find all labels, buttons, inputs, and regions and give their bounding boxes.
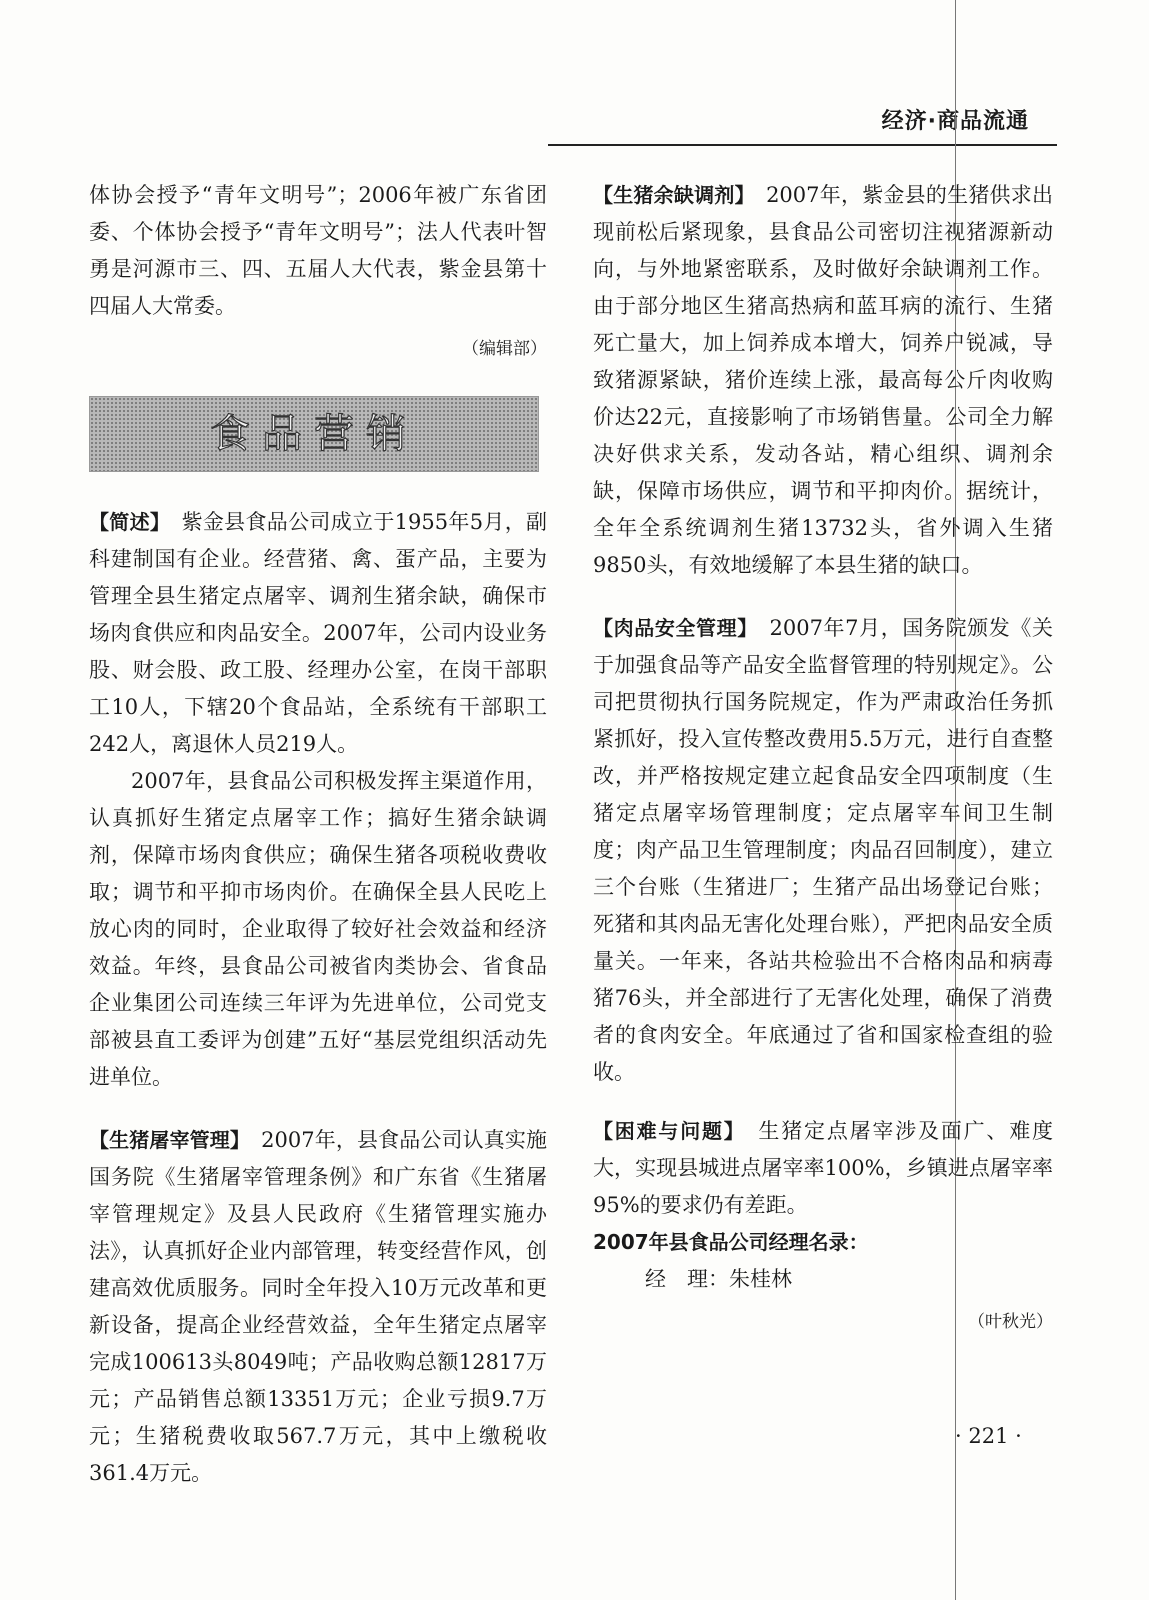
right-column: [593, 177, 1053, 1341]
section-banner: [89, 396, 539, 472]
overview-paragraph-2: 2007年，县食品公司积极发挥主渠道作用，认真抓好生猪定点屠宰工作；搞好生猪余缺调剂，保障市场肉食供应；确保生猪各项税收费收取；调节和平抑市场肉价。在确保全县人民吃上放心肉的同时，企业取得了较好社会效益和经济效益。年终，县食品公司被省肉类协会、省食品企业集团公司连续三年评为先进单位，公司党支部被县直工委评为创建”五好“基层党组织活动先进单位。: [89, 769, 547, 1089]
roster-title: 2007年县食品公司经理名录：: [593, 1230, 869, 1254]
problems-paragraph: [593, 1113, 1053, 1224]
safety-text: 2007年7月，国务院颁发《关于加强食品等产品安全监督管理的特别规定》。公司把贯彻执行国务院规定，作为严肃政治任务抓紧抓好，投入宣传整改费用5.5万元，进行自查整改，并严格按规定建立起食品安全四项制度（生猪定点屠宰场管理制度；定点屠宰车间卫生制度；肉产品卫生管理制度；肉品召回制度），建立三个台账（生猪进厂；生猪产品出场登记台账；死猪和其肉品无害化处理台账），严把肉品安全质量关。一年来，各站共检验出不合格肉品和病毒猪76头，并全部进行了无害化处理，确保了消费者的食肉安全。年底通过了省和国家检查组的验收。: [593, 616, 1053, 1084]
supply-text: 2007年，紫金县的生猪供求出现前松后紧现象，县食品公司密切注视猪源新动向，与外地紧密联系，及时做好余缺调剂工作。由于部分地区生猪高热病和蓝耳病的流行、生猪死亡量大，加上饲养成本增大，饲养户锐减，导致猪源紧缺，猪价连续上涨，最高每公斤肉收购价达22元，直接影响了市场销售量。公司全力解决好供求关系，发动各站，精心组织、调剂余缺，保障市场供应，调节和平抑肉价。据统计，全年全系统调剂生猪13732头，省外调入生猪9850头，有效地缓解了本县生猪的缺口。: [593, 183, 1054, 577]
section-banner-title: 食品营销: [210, 410, 418, 457]
slaughter-label: 【生猪屠宰管理】: [89, 1128, 241, 1152]
safety-label: 【肉品安全管理】: [593, 616, 748, 640]
problems-label: 【困难与问题】: [593, 1119, 736, 1143]
problems-text: 生猪定点屠宰涉及面广、难度大，实现县城进点屠宰率100%，乡镇进点屠宰率95%的要求仍有差距。: [593, 1119, 1054, 1217]
overview-paragraph: [89, 504, 547, 763]
supply-paragraph: [593, 177, 1053, 584]
editor-signature: （编辑部）: [462, 339, 547, 359]
safety-paragraph: [593, 610, 1053, 1091]
slaughter-text: 2007年，县食品公司认真实施国务院《生猪屠宰管理条例》和广东省《生猪屠宰管理规定》及县人民政府《生猪管理实施办法》，认真抓好企业内部管理，转变经营作风，创建高效优质服务。同时全年投入10万元改革和更新设备，提高企业经营效益，全年生猪定点屠宰完成100613头8049吨；产品收购总额12817万元；产品销售总额13351万元；企业亏损9.7万元；生猪税费收取567.7万元，其中上缴税收361.4万元。: [89, 1128, 548, 1485]
left-column: [89, 177, 547, 1492]
supply-label: 【生猪余缺调剂】: [593, 183, 745, 207]
header-rule: [548, 144, 1057, 146]
slaughter-paragraph: [89, 1122, 547, 1492]
overview-text: 紫金县食品公司成立于1955年5月，副科建制国有企业。经营猪、禽、蛋产品，主要为管理全县生猪定点屠宰、调剂生猪余缺，确保市场肉食供应和肉品安全。2007年，公司内设业务股、财会股、政工股、经理办公室，在岗干部职工10人，下辖20个食品站，全系统有干部职工242人，离退休人员219人。: [89, 510, 548, 756]
page-number: · 221 ·: [955, 1424, 1022, 1448]
running-head: 经济·商品流通: [881, 109, 1029, 134]
overview-label: 【简述】: [89, 510, 161, 534]
continued-paragraph: 体协会授予“青年文明号”；2006年被广东省团委、个体协会授予“青年文明号”；法人代表叶智勇是河源市三、四、五届人大代表，紫金县第十四届人大常委。: [89, 183, 547, 318]
author-signature: （叶秋光）: [968, 1312, 1053, 1332]
roster-entry: 经 理：朱桂林: [645, 1267, 792, 1291]
